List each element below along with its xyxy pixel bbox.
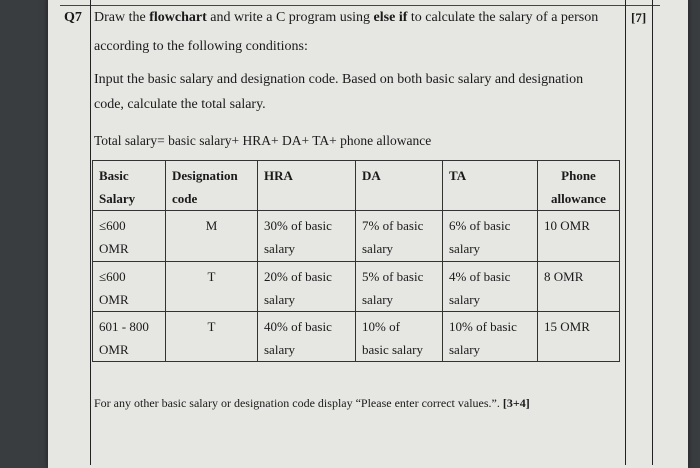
header-hra: HRA	[258, 161, 356, 211]
question-line-2: according to the following conditions:	[94, 39, 308, 54]
cell-ta: 4% of basic salary	[443, 261, 538, 311]
cell-designation-code: T	[166, 311, 258, 361]
cell-phone-allowance: 15 OMR	[538, 311, 620, 361]
cell-ta: 6% of basic salary	[443, 211, 538, 261]
header-da: DA	[356, 161, 443, 211]
question-line-1: Draw the flowchart and write a C program using else if to calculate the salary of a person	[94, 10, 599, 25]
question-number: Q7	[64, 10, 82, 25]
cell-hra: 30% of basic salary	[258, 211, 356, 261]
cell-da: 7% of basic salary	[356, 211, 443, 261]
salary-formula: Total salary= basic salary+ HRA+ DA+ TA+ phone allowance	[94, 133, 432, 148]
cell-phone-allowance: 10 OMR	[538, 211, 620, 261]
table-row	[93, 311, 620, 361]
cell-designation-code: M	[166, 211, 258, 261]
header-ta: TA	[443, 161, 538, 211]
cell-basic-salary: ≤600 OMR	[93, 211, 166, 261]
cell-da: 5% of basic salary	[356, 261, 443, 311]
cell-designation-code: T	[166, 261, 258, 311]
cell-hra: 20% of basic salary	[258, 261, 356, 311]
cell-da: 10% of basic salary	[356, 311, 443, 361]
cell-basic-salary: 601 - 800 OMR	[93, 311, 166, 361]
frame-right-line	[625, 0, 626, 465]
table-row	[93, 211, 620, 261]
header-designation-code: Designation code	[166, 161, 258, 211]
cell-hra: 40% of basic salary	[258, 311, 356, 361]
cell-basic-salary: ≤600 OMR	[93, 261, 166, 311]
input-instruction-line-1: Input the basic salary and designation code. Based on both basic salary and designation	[94, 72, 584, 87]
frame-left-line	[90, 0, 91, 465]
table-row	[93, 261, 620, 311]
input-instruction-line-2: code, calculate the total salary.	[94, 97, 266, 112]
table-header-row	[93, 161, 620, 211]
header-basic-salary: Basic Salary	[93, 161, 166, 211]
footer-instruction: For any other basic salary or designation code display “Please enter correct values.”. [3+4]	[94, 396, 530, 410]
salary-table	[92, 160, 620, 362]
header-phone-allowance: Phone allowance	[538, 161, 620, 211]
cell-phone-allowance: 8 OMR	[538, 261, 620, 311]
cell-ta: 10% of basic salary	[443, 311, 538, 361]
frame-right-outer-line	[652, 0, 653, 465]
frame-top-line	[60, 5, 660, 6]
question-marks: [7]	[631, 10, 647, 25]
